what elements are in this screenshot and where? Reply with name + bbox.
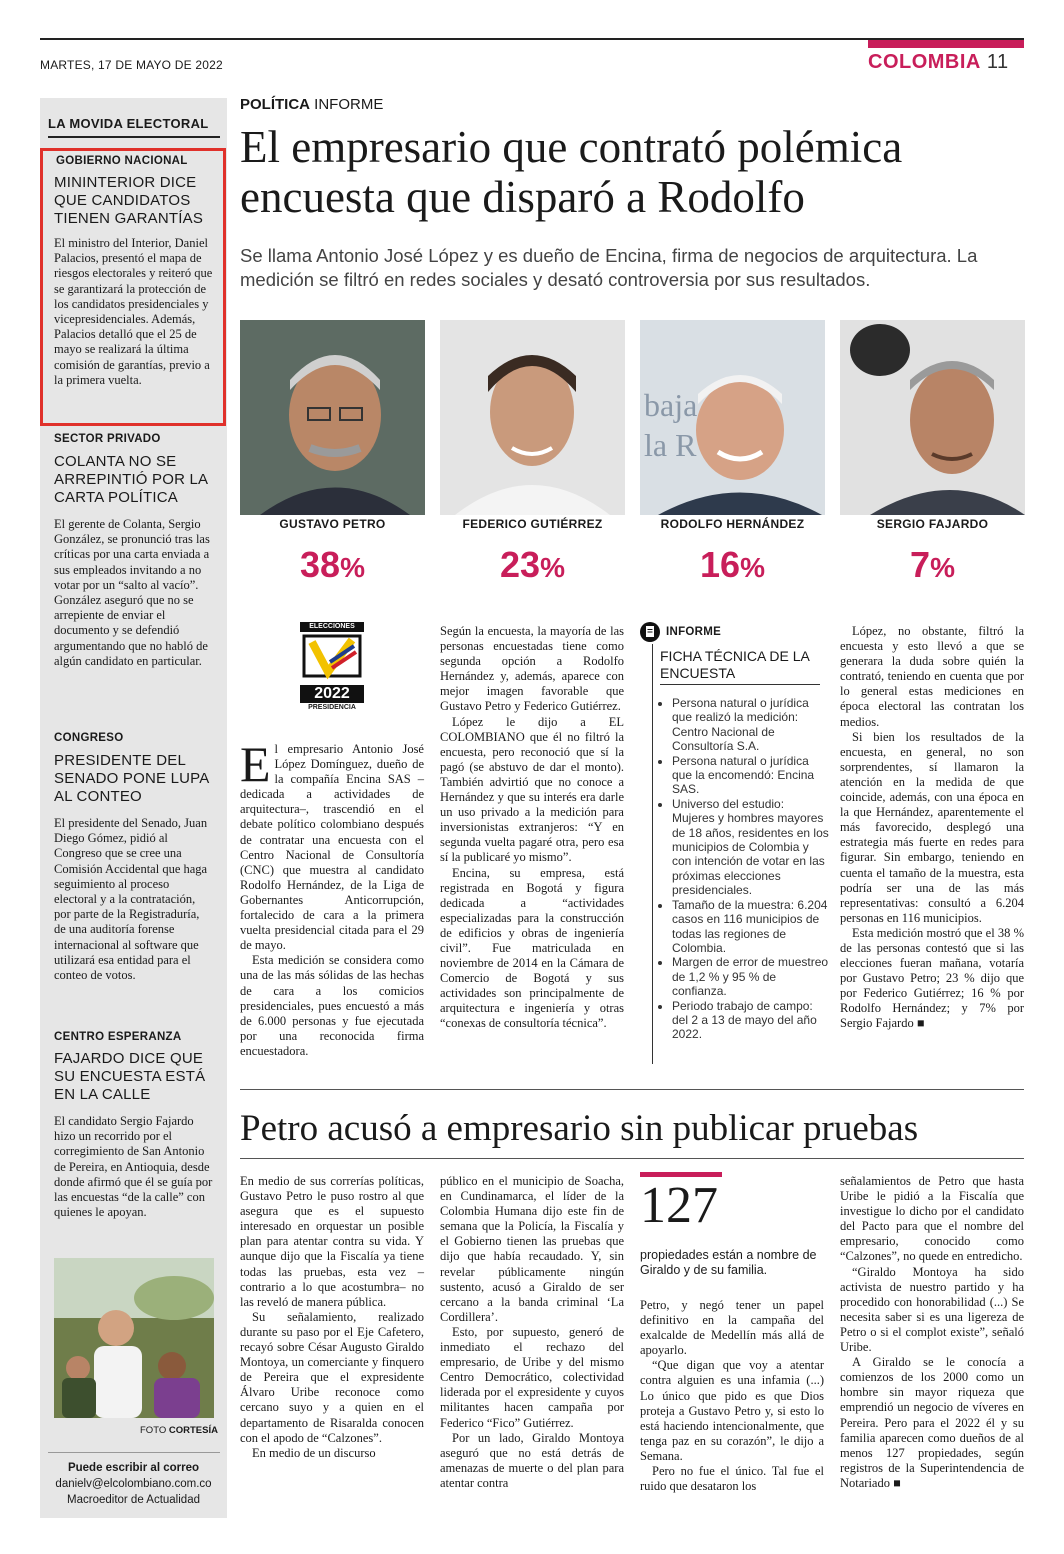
svg-text:la R: la R	[644, 427, 697, 463]
percent-symbol: %	[930, 552, 955, 583]
article-column-1	[240, 1174, 424, 1461]
fact-kicker: INFORME	[666, 626, 722, 638]
svg-text:baja: baja	[644, 387, 698, 423]
paragraph: Esto, por supuesto, generó de inmediato el rechazo del empresario, de Uribe y del mismo Centro Democrático, colectividad liderada por el expresidente y cuyos militantes hacen campaña por Federico “Fico” Gutiérrez.	[440, 1324, 624, 1430]
logo-top-label: ELECCIONES	[300, 622, 364, 632]
article-column-1	[240, 736, 424, 1059]
candidate-name: SERGIO FAJARDO	[876, 517, 989, 531]
paragraph: Según la encuesta, la mayoría de las personas encuestadas tiene como segunda opción a Rodolfo Hernández y, además, aparece con mejor imagen favorable que Gustavo Petro y Federico Gutiérrez.	[440, 624, 624, 714]
article-column-2	[440, 624, 624, 1032]
paragraph: Si bien los resultados de la encuesta, en general, no son sorprendentes, sí llamaron la atención en la medida de que coincide, además, con una época en la que Hernández, aparentemente el más favorecido, desplegó una estrategia más fuerte en redes para figurar. Sin embargo, teniendo en cuenta el tamaño de la muestra, esta podría ser una de las más representativas: consultó a 6.204 personas en 116 municipios.	[840, 729, 1024, 925]
end-mark-icon: ■	[893, 1475, 901, 1490]
document-icon	[640, 622, 660, 642]
sidebar-title: LA MOVIDA ELECTORAL	[48, 116, 209, 131]
issue-date: MARTES, 17 DE MAYO DE 2022	[40, 58, 223, 72]
stat-caption: propiedades están a nombre de Giraldo y de su familia.	[640, 1248, 817, 1277]
section-label	[868, 51, 1009, 74]
sidebar-headline: COLANTA NO SE ARREPINTIÓ POR LA CARTA POLÍTICA	[54, 453, 208, 506]
candidate-name: RODOLFO HERNÁNDEZ	[660, 517, 805, 531]
percent-symbol: %	[540, 552, 565, 583]
paragraph: “Que digan que voy a atentar contra alguien es una infamia (...) Lo único que pido es que Dios proteja a Gustavo Petro y, si esto lo está haciendo intencionalmente, que tenga paz en su corazón”, le dijo a Semana.	[640, 1358, 824, 1463]
candidate-photo	[240, 320, 425, 515]
contact-label: Puede escribir al correo	[67, 1462, 200, 1474]
paragraph: Petro, y negó tener un papel definitivo en la campaña del exalcalde de Medellín más allá de apoyarlo.	[640, 1298, 824, 1358]
percent-value: 38	[300, 544, 341, 585]
rubric	[240, 96, 383, 113]
sidebar-headline: PRESIDENTE DEL SENADO PONE LUPA AL CONTEO	[54, 752, 209, 805]
candidate-percent	[240, 544, 425, 586]
paragraph: López, no obstante, filtró la encuesta y esto llevó a que se generara la duda sobre quién la contrató, teniendo en cuenta que por lo general estas mediciones en época electoral las contratan los medios.	[840, 624, 1024, 729]
paragraph-text: A Giraldo se le conocía a comienzos de los 2000 como un hombre sin mayor riqueza que emprendió un negocio de víveres en Pereira. Pero para el 2022 él y su familia aparecen como dueños de al menos 127 propiedades, según registros de la Superintendencia de Notariado	[840, 1355, 1024, 1490]
paragraph	[840, 926, 1024, 1032]
logo-bottom-label: PRESIDENCIA	[308, 704, 356, 711]
candidate-name: FEDERICO GUTIÉRREZ	[462, 517, 603, 531]
sidebar-kicker: CONGRESO	[54, 732, 124, 744]
fact-item: • Tamaño de la muestra: 6.204 casos en 116 municipios de todas las regiones de Colombia.	[672, 898, 830, 956]
paragraph: Pero no fue el único. Tal fue el ruido que desataron los	[640, 1464, 824, 1494]
paragraph: Encina, su empresa, está registrada en Bogotá y figura dedicada a “actividades especializadas para la construcción de edificios y obras de ingeniería civil”. Fue matriculada en noviembre de 2014 en la Cámara de Comercio de Bogotá y sus actividades son principalmente de arquitectura e ingeniería y otras “conexas de consultoría técnica”.	[440, 865, 624, 1031]
fact-item: • Margen de error de muestreo de 1,2 % y 95 % de confianza.	[672, 955, 830, 998]
paragraph: público en el municipio de Soacha, en Cundinamarca, el líder de la Colombia Humana dijo este fin de semana que la Policía, la Fiscalía y el Gobierno tienen las pruebas que dijo que había recaudado. Y, sin revelar públicamente ningún sustento, acusó a Giraldo de ser cercano a la banda criminal ‘La Cordillera’.	[440, 1174, 624, 1324]
candidate-photo	[640, 320, 825, 515]
fact-item: • Persona natural o jurídica que la encomendó: Encina SAS.	[672, 754, 830, 797]
percent-value: 7	[910, 544, 931, 585]
sidebar-body: El candidato Sergio Fajardo hizo un recorrido por el corregimiento de San Antonio de Pereira, en Antioquia, desde donde afirmó que él se guía por las encuestas “de la calle” con quienes le apoyan.	[54, 1114, 213, 1220]
candidate-name: GUSTAVO PETRO	[279, 517, 386, 531]
rubric-type: INFORME	[314, 96, 384, 113]
photo-credit-prefix: FOTO	[140, 1425, 167, 1436]
sidebar-kicker: SECTOR PRIVADO	[54, 433, 161, 445]
sidebar-kicker: CENTRO ESPERANZA	[54, 1031, 182, 1043]
rubric-section: POLÍTICA	[240, 96, 310, 113]
candidate-photo	[440, 320, 625, 515]
paragraph: l empresario Antonio José López Domínguez, dueño de la compañía Encina SAS –dedicada a actividades de arquitectura–, trascendió en el debate político colombiano después de contratar una encuesta con el Centro Nacional de Consultoría (CNC) que muestra al candidato Rodolfo Hernández, de la Liga de Gobernantes Anticorrupción, fortalecido de cara a la primera vuelta presidencial citada para el 29 de mayo.	[240, 742, 424, 953]
sidebar-title-rule	[48, 136, 220, 138]
paragraph	[840, 1355, 1024, 1491]
article-column-4	[840, 1174, 1024, 1491]
percent-value: 16	[700, 544, 741, 585]
fact-title: FICHA TÉCNICA DE LA ENCUESTA	[660, 648, 820, 685]
portrait-illustration	[240, 320, 425, 515]
headline-secondary: Petro acusó a empresario sin publicar pruebas	[240, 1108, 919, 1149]
section-name: COLOMBIA	[868, 51, 981, 73]
fact-item: • Persona natural o jurídica que realizó la medición: Centro Nacional de Consultoría S.A.	[672, 696, 830, 754]
drop-cap: E	[240, 736, 271, 792]
fact-item: • Universo del estudio: Mujeres y hombres mayores de 18 años, residentes en los municipios de Colombia y con intención de votar en las próximas elecciones presidenciales.	[672, 797, 830, 898]
check-mark-icon	[300, 632, 364, 680]
candidate-percent	[440, 544, 625, 586]
fact-item: • Periodo trabajo de campo: del 2 a 13 de mayo del año 2022.	[672, 999, 830, 1042]
paragraph: En medio de sus correrías políticas, Gustavo Petro le puso rostro al que asegura que es el supuesto interesado en orquestar un posible plan para atentar contra su vida. Y aunque dijo que la Fiscalía ya tiene todas las pruebas, esta vez –contrario a lo que acostumbra– no las reveló de manera pública.	[240, 1174, 424, 1309]
fact-box-rule	[652, 644, 653, 1064]
fact-box	[640, 620, 829, 1070]
candidate-percent	[840, 544, 1025, 586]
portrait-illustration	[840, 320, 1025, 515]
article-column-3	[640, 1298, 824, 1494]
article-column-4	[840, 624, 1024, 1032]
sidebar-divider	[48, 1452, 220, 1453]
sidebar-body: El presidente del Senado, Juan Diego Gómez, pidió al Congreso que se cree una Comisión Accidental que haga seguimiento al proceso electoral y a la contratación, por parte de la Registraduría, de una auditoría forense internacional al software que utilizará esa entidad para el conteo de votos.	[54, 816, 208, 983]
paragraph: En medio de un discurso	[252, 1445, 376, 1460]
paragraph: Esta medición se considera como una de las más sólidas de las hechas de cara a los comicios presidenciales, pues encuestó a más de 6.000 personas y fue ejecutada por una reconocida firma encuestadora.	[240, 953, 424, 1058]
article-column-2	[440, 1174, 624, 1491]
sidebar-kicker: GOBIERNO NACIONAL	[56, 155, 188, 167]
sidebar-body: El ministro del Interior, Daniel Palacios, presentó el mapa de riesgos electorales y reiteró que se garantizará la protección de los candidatos presidenciales y vicepresidenciales. Además, Palacios detalló que el 25 de mayo se realizará la última comisión de garantías, previo a la primera vuelta.	[54, 236, 213, 387]
percent-symbol: %	[340, 552, 365, 583]
portrait-illustration	[440, 320, 625, 515]
contact-role: Macroeditor de Actualidad	[67, 1494, 200, 1506]
paragraph: López le dijo a EL COLOMBIANO que él no filtró la encuesta, pero reconoció que sí la pagó (se abstuvo de dar el monto). También advirtió que no conoce a Hernández y que su interés era darle un uso privado a la medición para inversionistas extranjeros: “Y en segunda vuelta pagaré otra, pero esa sí la publicaré yo mismo”.	[440, 714, 624, 865]
paragraph: Su señalamiento, realizado durante su paso por el Eje Cafetero, recayó sobre César Augusto Giraldo Montoya, un comerciante y finquero de Pereira que el expresidente Álvaro Uribe reconoce como cercano suyo y a quien en el departamento de Risaralda conocen con el apodo de “Calzones”.	[240, 1309, 424, 1445]
percent-value: 23	[500, 544, 541, 585]
candidate-photo	[840, 320, 1025, 515]
crowd-photo-illustration	[54, 1258, 214, 1418]
candidate-percent	[640, 544, 825, 586]
contact-email[interactable]: danielv@elcolombiano.com.co	[55, 1478, 212, 1490]
sidebar-photo	[54, 1258, 214, 1418]
headline-rule	[240, 1158, 1024, 1159]
paragraph: Por un lado, Giraldo Montoya aseguró que no está detrás de amenazas de muerte o del plan para atentar contra	[440, 1430, 624, 1490]
sidebar-headline: MININTERIOR DICE QUE CANDIDATOS TIENEN GARANTÍAS	[54, 174, 204, 227]
fact-list	[660, 696, 830, 1042]
portrait-illustration	[640, 320, 825, 515]
article-divider	[240, 1089, 1024, 1090]
sidebar-headline: FAJARDO DICE QUE SU ENCUESTA ESTÁ EN LA CALLE	[54, 1050, 206, 1103]
sidebar-body: El gerente de Colanta, Sergio González, se pronunció tras las críticas por una carta enviada a sus empleados invitando a no votar por un “salto al vacío”. González aseguró que no se arrepiente de enviar el documento y se defendió argumentando que no habló de algún candidato en particular.	[54, 517, 210, 668]
section-color-bar	[868, 40, 1024, 48]
paragraph: “Giraldo Montoya ha sido activista de nuestro partido y ha procedido con honorabilidad (...) Se necesita saber si es una ligereza de Petro o si el complot existe”, señaló Uribe.	[840, 1264, 1024, 1355]
percent-symbol: %	[740, 552, 765, 583]
elections-logo	[300, 622, 364, 718]
photo-credit	[140, 1425, 218, 1436]
end-mark-icon: ■	[916, 1016, 925, 1031]
stat-number: 127	[640, 1177, 718, 1234]
deck: Se llama Antonio José López y es dueño de Encina, firma de negocios de arquitectura. La medición se filtró en redes sociales y desató controversia por sus resultados.	[240, 245, 978, 290]
logo-year: 2022	[300, 685, 364, 703]
paragraph-text: Esta medición mostró que el 38 % de las personas contestó que si las elecciones fueran mañana, votaría por Gustavo Petro; 23 % dijo que por Federico Gutiérrez; 16 % por Rodolfo Hernández; y 7% por Sergio Fajardo	[840, 925, 1024, 1031]
page-number: 11	[986, 51, 1009, 73]
headline: El empresario que contrató polémica encuesta que disparó a Rodolfo	[240, 122, 903, 222]
photo-credit-source: CORTESÍA	[168, 1425, 218, 1436]
paragraph: señalamientos de Petro que hasta Uribe le pidió a la Fiscalía que investigue lo dicho por el candidato del Pacto para que el nombre del empresario, conocido como “Calzones”, no quede en entredicho.	[840, 1174, 1024, 1264]
